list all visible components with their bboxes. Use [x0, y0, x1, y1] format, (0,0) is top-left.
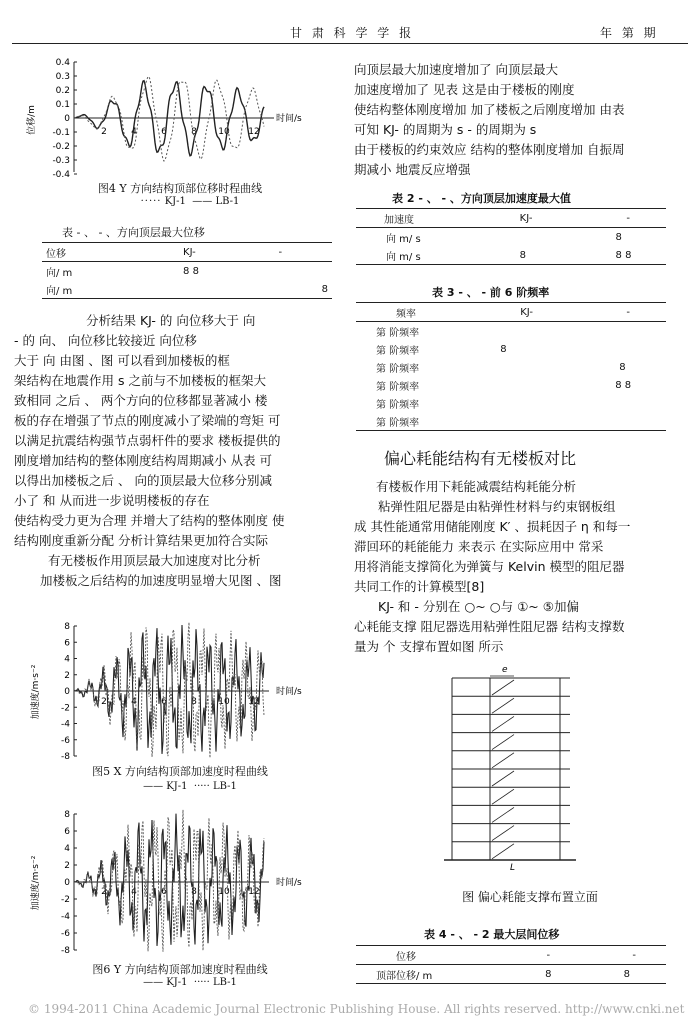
frame-member — [492, 844, 514, 859]
fig6-tick-label: 8 — [64, 810, 70, 820]
fig5-tick-label: 2 — [64, 670, 70, 681]
fig4-legend-kj: KJ-1 — [164, 196, 186, 207]
fig4-tick-label: -0.2 — [52, 142, 70, 152]
text-line: KJ- 和 - 分别在 ○~ ○与 ①~ ⑤加偏 — [378, 599, 579, 614]
table-cell: 8 — [545, 968, 552, 980]
text-line: 可知 KJ- 的周期为 s - 的周期为 s — [354, 122, 537, 137]
text-line: 共同工作的计算模型[8] — [354, 579, 485, 594]
fig4-tick-label: 0.4 — [55, 58, 70, 68]
fig5-ylabel: 加速度/m·s⁻² — [31, 664, 41, 720]
text-line: 刚度增加结构的整体刚度结构周期减小 从表 可 — [14, 453, 272, 468]
fig5-caption: 图5 X 方向结构顶部加速度时程曲线 — [92, 765, 268, 778]
table-cell — [579, 340, 666, 358]
fig5-tick-label: 8 — [64, 622, 70, 632]
fig6-tick-label: 6 — [64, 827, 70, 837]
table2-header: 加速度 — [384, 214, 414, 226]
fig6-tick-label: 0 — [64, 878, 70, 888]
fig6-tick-label: 12 — [248, 887, 260, 897]
fig6-tick-label: -2 — [61, 895, 70, 905]
fig5-legend: —— KJ-1 ····· LB-1 — [143, 781, 237, 792]
table1-header: - — [278, 246, 283, 258]
text-line: 心耗能支撑 阻尼器选用粘弹性阻尼器 结构支撑数 — [354, 619, 625, 634]
frame-member — [492, 789, 514, 804]
table-cell: 8 — [519, 249, 527, 261]
frame-member — [492, 826, 514, 841]
section-heading: 偏心耗能结构有无楼板对比 — [384, 449, 577, 468]
table-cell: 向 m/ s — [386, 251, 421, 263]
fig4-caption: 图4 Y 方向结构顶部位移时程曲线 — [97, 182, 263, 195]
table-cell — [460, 322, 579, 341]
fig4-tick-label: 0.2 — [55, 86, 70, 96]
fig7-caption: 图 偏心耗能支撑布置立面 — [462, 890, 598, 904]
text-line: 向顶层最大加速度增加了 向顶层最大 — [354, 62, 558, 77]
text-line: 板的存在增强了节点的刚度减小了梁端的弯矩 可 — [14, 413, 281, 428]
fig6-tick-label: -4 — [61, 912, 70, 922]
text-line: 小了 和 从而进一步说明楼板的存在 — [14, 493, 210, 508]
table-cell — [460, 376, 579, 394]
fig6-tick-label: 2 — [64, 861, 70, 871]
table-cell — [460, 412, 579, 431]
text-line: - 的 向、 向位移比较接近 向位移 — [14, 333, 197, 348]
fig4-tick-label: 0.1 — [55, 100, 70, 110]
table2 — [356, 208, 666, 265]
table3-header: 频率 — [396, 308, 416, 320]
table-cell: 8 8 — [615, 249, 632, 261]
fig5-tick-label: 12 — [248, 697, 260, 707]
table3-header: KJ- — [520, 306, 533, 318]
section-body-text — [354, 477, 670, 657]
text-line: 以满足抗震结构强节点弱杆件的要求 楼板提供的 — [14, 433, 281, 448]
fig6-tick-label: 10 — [218, 887, 230, 897]
frame-member — [492, 698, 514, 713]
table3-header: - — [626, 306, 630, 318]
fig5-tick-label: -8 — [61, 752, 70, 760]
table-cell — [460, 394, 579, 412]
table-cell — [460, 228, 576, 247]
table-cell: 向/ m — [46, 285, 73, 297]
fig5-tick-label: 6 — [161, 697, 167, 707]
fig5-tick-label: -4 — [61, 719, 70, 730]
fig5-legend-lb: LB-1 — [212, 781, 237, 792]
copyright-footer: © 1994-2011 China Academic Journal Electronic Publishing House. All rights reserved. http://www.cnki.net — [28, 1002, 685, 1016]
table1-header: 位移 — [46, 248, 66, 260]
text-line: 使结构受力更为合理 并增大了结构的整体刚度 使 — [14, 513, 285, 528]
fig5-tick-label: 4 — [131, 697, 137, 707]
fig5-legend-kj: KJ-1 — [166, 781, 188, 792]
text-line: 加速度增加了 见表 这是由于楼板的刚度 — [354, 82, 575, 97]
frame-member — [492, 753, 514, 768]
text-line: 大于 向 由图 、图 可以看到加楼板的框 — [14, 353, 230, 368]
text-line: 使结构整体刚度增加 加了楼板之后刚度增加 由表 — [354, 102, 625, 117]
fig6-chart — [14, 808, 344, 958]
fig4-tick-label: 12 — [248, 127, 260, 137]
fig5-tick-label: 4 — [64, 654, 70, 665]
sub-heading: 有楼板作用下耗能减震结构耗能分析 — [376, 479, 577, 494]
table3 — [356, 302, 666, 431]
text-line: 以得出加楼板之后 、 向的顶层最大位移分别减 — [14, 473, 272, 488]
fig5-tick-label: -6 — [61, 735, 70, 746]
table-cell: 第 阶频率 — [376, 363, 420, 375]
fig4-tick-label: 6 — [161, 127, 167, 137]
left-body-text — [14, 311, 330, 591]
table4-caption: 表 4 - 、 - 2 最大层间位移 — [424, 928, 560, 941]
fig5-tick-label: 6 — [64, 638, 70, 649]
fig4-tick-label: 0.3 — [55, 72, 70, 82]
text-line: 致相同 之后 、 两个方向的位移都显著减小 楼 — [14, 393, 268, 408]
table2-caption: 表 2 - 、 - 、方向顶层加速度最大值 — [392, 192, 571, 205]
fig4-tick-label: -0.4 — [52, 170, 70, 180]
text-line: 粘弹性阻尼器是由粘弹性材料与约束钢板组 — [378, 499, 616, 514]
fig4-ylabel: 位移/m — [27, 105, 37, 135]
fig7-frame-diagram — [440, 664, 580, 876]
fig5-chart — [14, 620, 344, 760]
text-line: 成 其性能通常用储能刚度 K′ 、损耗因子 η 和每一 — [354, 519, 631, 534]
table-cell — [179, 280, 275, 299]
fig4-legend-lb: LB-1 — [215, 196, 240, 207]
fig6-tick-label: 6 — [161, 887, 167, 897]
table-cell — [579, 412, 666, 431]
table-cell: 第 阶频率 — [376, 345, 420, 357]
text-line: 分析结果 KJ- 的 向位移大于 向 — [86, 313, 256, 328]
text-line: 滞回环的耗能能力 来表示 在实际应用中 常采 — [354, 539, 604, 554]
fig5-tick-label: -2 — [61, 703, 70, 714]
fig5-tick-label: 2 — [101, 697, 107, 707]
table-cell: 8 — [615, 231, 622, 243]
table-cell: 8 — [321, 283, 328, 295]
frame-member — [492, 735, 514, 750]
fig4-tick-label: 8 — [191, 127, 197, 137]
fig4-legend: ····· KJ-1 —— LB-1 — [140, 196, 240, 207]
table-cell: 向 m/ s — [386, 233, 421, 245]
table-cell: 第 阶频率 — [376, 381, 420, 393]
table-cell — [579, 394, 666, 412]
fig5-tick-label: 8 — [191, 697, 197, 707]
fig6-tick-label: -6 — [61, 929, 70, 939]
table2-header: - — [626, 212, 630, 224]
header-rule — [12, 43, 688, 44]
fig7-label-l: L — [510, 863, 516, 873]
fig6-ylabel: 加速度/m·s⁻² — [31, 855, 41, 911]
table-cell: 顶部位移/ m — [376, 970, 433, 982]
frame-member — [492, 680, 514, 695]
fig6-legend-lb: LB-1 — [212, 977, 237, 988]
table-cell: 第 阶频率 — [376, 327, 420, 339]
text-line: 加楼板之后结构的加速度明显增大见图 、图 — [40, 573, 282, 588]
fig4-tick-label: 2 — [101, 127, 107, 137]
fig5-tick-label: 0 — [64, 687, 70, 697]
fig4-tick-label: 10 — [218, 127, 230, 137]
fig5-tick-label: 10 — [218, 697, 230, 707]
table-cell: 8 — [500, 343, 507, 355]
fig4-tick-label: 4 — [131, 127, 137, 137]
text-line: 架结构在地震作用 s 之前与不加楼板的框架大 — [14, 373, 266, 388]
frame-member — [492, 771, 514, 786]
fig6-legend-kj: KJ-1 — [166, 977, 188, 988]
table4 — [356, 945, 666, 984]
table-cell: 第 阶频率 — [376, 417, 420, 429]
table-cell: 8 — [619, 361, 626, 373]
fig6-legend: —— KJ-1 ····· LB-1 — [143, 977, 237, 988]
fig5-xlabel: 时间/s — [276, 687, 302, 697]
frame-member — [492, 807, 514, 822]
fig4-tick-label: -0.1 — [52, 128, 70, 138]
table2-header: KJ- — [519, 212, 533, 224]
text-line: 用将消能支撑简化为弹簧与 Kelvin 模型的阻尼器 — [354, 559, 625, 574]
fig4-tick-label: -0.3 — [52, 156, 70, 166]
text-line: 由于楼板的约束效应 结构的整体刚度增加 自振周 — [354, 142, 625, 157]
fig6-tick-label: 8 — [191, 887, 197, 897]
table-cell: 8 — [623, 968, 630, 980]
table4-header: - — [546, 949, 551, 961]
table-cell — [460, 358, 579, 376]
table4-header: - — [632, 949, 636, 961]
text-line: 量为 个 支撑布置如图 所示 — [354, 639, 504, 654]
right-body-text — [354, 60, 670, 180]
fig4-tick-label: 0 — [64, 114, 70, 124]
frame-member — [492, 716, 514, 731]
table1-caption: 表 - 、 - 、方向顶层最大位移 — [62, 226, 205, 239]
fig6-tick-label: 4 — [131, 887, 137, 897]
fig7-label-e: e — [502, 665, 508, 675]
table-cell: 8 8 — [183, 265, 199, 277]
fig6-tick-label: 4 — [64, 844, 70, 854]
fig6-tick-label: 2 — [101, 887, 107, 897]
table3-caption: 表 3 - 、 - 前 6 阶频率 — [432, 286, 550, 299]
table-cell: 第 阶频率 — [376, 399, 420, 411]
sub-heading: 有无楼板作用顶层最大加速度对比分析 — [48, 553, 261, 568]
journal-title: 甘 肃 科 学 学 报 — [290, 26, 415, 40]
table1 — [42, 242, 332, 299]
table4-header: 位移 — [396, 951, 416, 963]
table-cell — [579, 322, 666, 341]
fig4-xlabel: 时间/s — [276, 114, 302, 124]
table1-header: KJ- — [183, 246, 196, 258]
series-line — [74, 625, 264, 754]
fig6-caption: 图6 Y 方向结构顶部加速度时程曲线 — [92, 963, 268, 976]
table-cell: 8 8 — [615, 379, 632, 391]
text-line: 结构刚度重新分配 分析计算结果更加符合实际 — [14, 533, 268, 548]
text-line: 期减小 地震反应增强 — [354, 162, 471, 177]
table-cell: 向/ m — [46, 267, 73, 279]
issue-info: 年 第 期 — [600, 26, 659, 40]
fig6-tick-label: -8 — [61, 946, 70, 956]
table-cell — [275, 262, 332, 281]
fig6-xlabel: 时间/s — [276, 878, 302, 888]
